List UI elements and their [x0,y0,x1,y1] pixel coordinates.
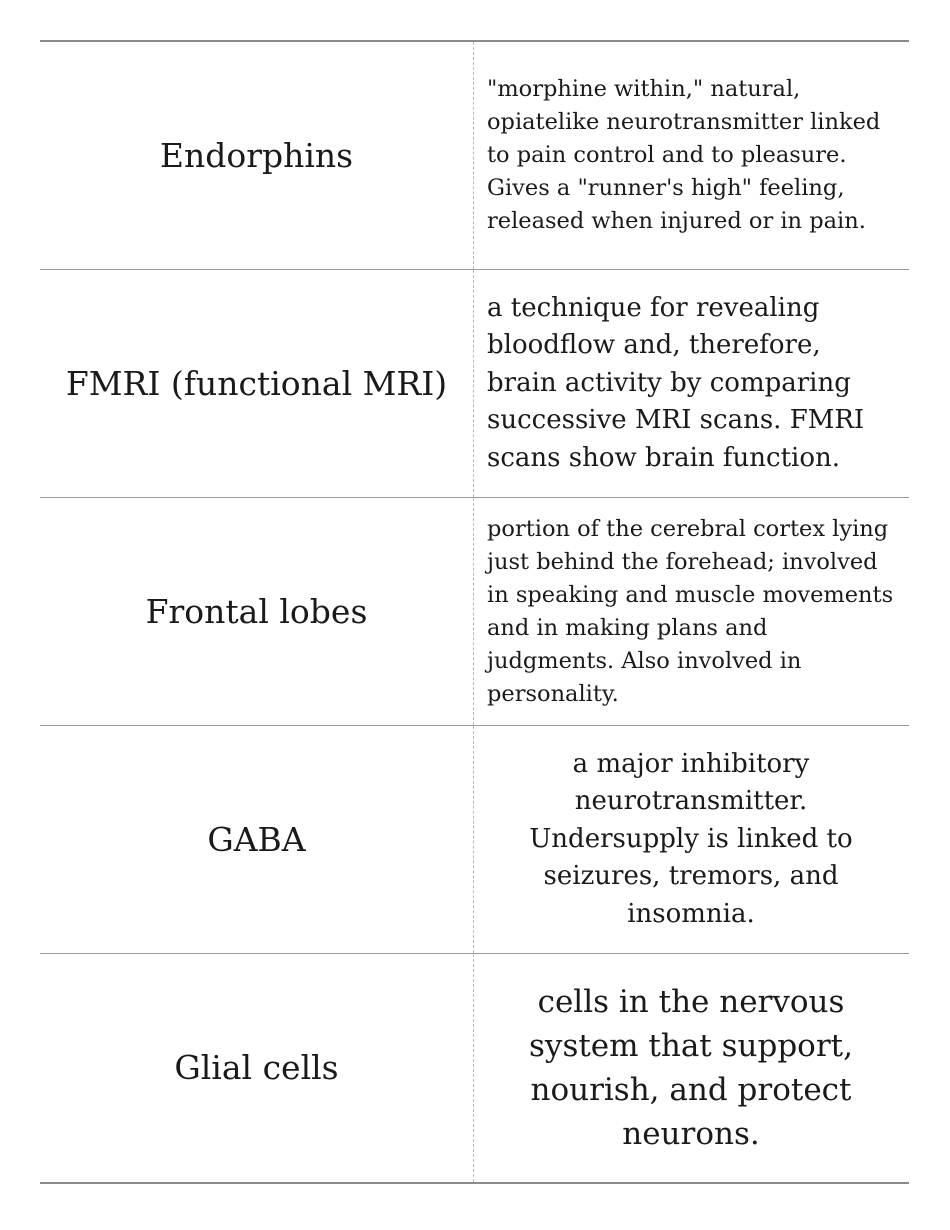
card-term-text: Glial cells [174,1048,339,1088]
card-term-text: FMRI (functional MRI) [65,363,448,403]
card-term [40,726,474,953]
card-term-text: GABA [207,819,306,859]
card-term-text: Frontal lobes [145,591,368,631]
card-term [40,270,474,497]
card-term [40,42,474,269]
card-term-text: Endorphins [159,135,354,175]
card-definition [474,42,909,269]
card-term [40,498,474,725]
card-definition-text: "morphine within," natural, opiatelike neurotransmitter linked to pain control and to pleasure. Gives a "runner's high" feeling, released when injured or in pain. [487,76,881,234]
flashcard-frontal-lobes [40,498,909,726]
flashcard-fmri [40,270,909,498]
flashcard-glial-cells [40,954,909,1182]
flashcard-gaba [40,726,909,954]
card-definition-text: cells in the nervous system that support, nourish, and protect neurons. [529,984,853,1152]
flashcard-endorphins [40,42,909,270]
card-definition [474,270,909,497]
card-definition [474,726,909,953]
card-definition-text: a major inhibitory neurotransmitter. Undersupply is linked to seizures, tremors, and insomnia. [529,748,853,929]
flashcard-sheet [40,40,909,1184]
card-definition-text: a technique for revealing bloodflow and, therefore, brain activity by comparing successive MRI scans. FMRI scans show brain function. [487,292,865,473]
card-term [40,954,474,1182]
card-definition-text: portion of the cerebral cortex lying just behind the forehead; involved in speaking and muscle movements and in making plans and judgments. Also involved in personality. [487,515,894,707]
card-definition [474,954,909,1182]
card-definition [474,498,909,725]
